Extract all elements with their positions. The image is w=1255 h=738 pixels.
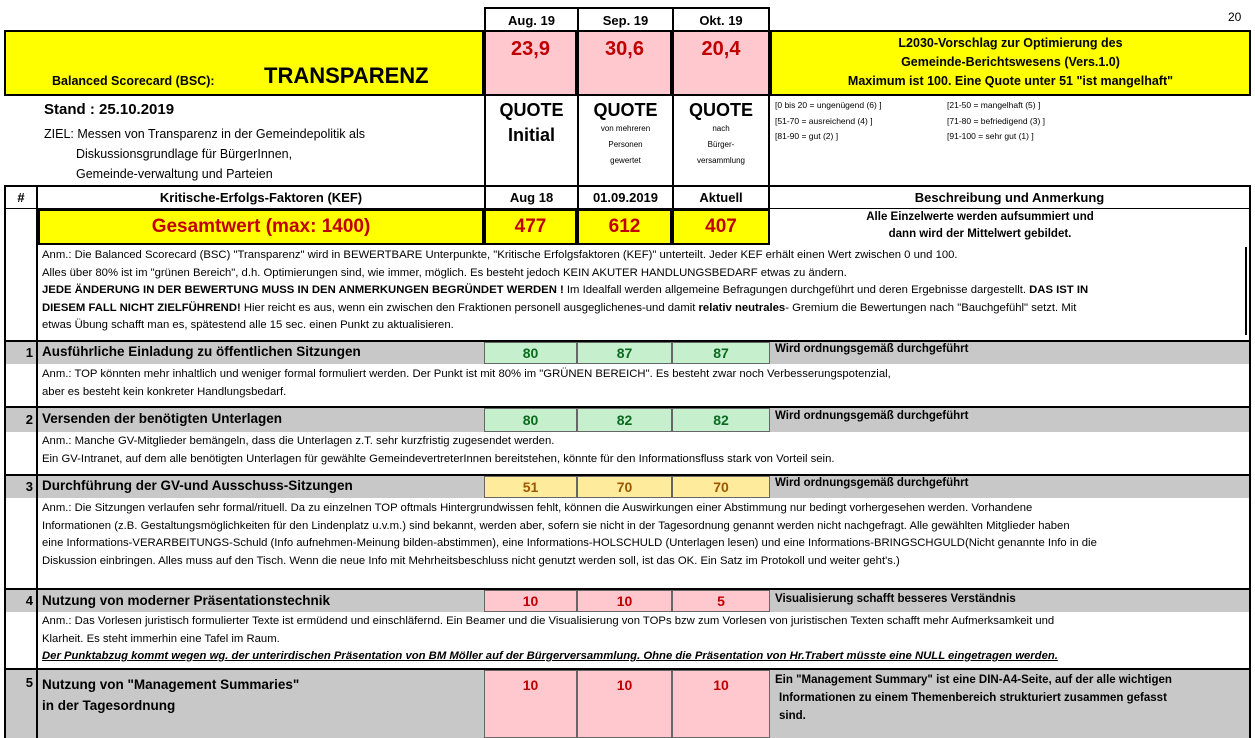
total-desc <box>770 209 1251 245</box>
item-desc: Visualisierung schafft besseres Verständnis <box>775 593 1016 605</box>
note-num-cell <box>4 432 38 474</box>
goal-line: Diskussionsgrundlage für BürgerInnen, <box>76 147 293 161</box>
bsc-label: Balanced Scorecard (BSC): <box>52 74 215 88</box>
quote-title: QUOTE <box>499 100 564 120</box>
legend-item: [0 bis 20 = ungenügend (6) ] <box>775 100 882 110</box>
bsc-title: TRANSPARENZ <box>264 63 429 88</box>
proposal-box <box>770 30 1251 96</box>
note-line: Klarheit. Es steht immerhin eine Tafel im Raum. <box>42 632 280 645</box>
item-title: Durchführung der GV-und Ausschuss-Sitzungen <box>42 478 353 493</box>
page-number: 20 <box>1228 10 1242 24</box>
month-aug: Aug. 19 <box>484 7 577 31</box>
note-line: Diskussion einbringen. Alles muss auf den Tisch. Wenn die neue Info mit Mehrheitsbeschluss nicht genutzt werden soll, ist das OK. Ein Satz im Protokoll und weiter geht's.) <box>42 554 900 567</box>
intro-line: etwas Übung schafft man es, spätestend alle 15 sec. einen Punkt zu aktualisieren. <box>42 319 454 331</box>
quote-versammlung <box>672 96 770 185</box>
legend-item: [21-50 = mangelhaft (5) ] <box>947 100 1041 110</box>
legend-item: [81-90 = gut (2) ] <box>775 131 839 141</box>
intro-line: Anm.: Die Balanced Scorecard (BSC) "Transparenz" wird in BEWERTBARE Unterpunkte, "Kritische Erfolgsfaktoren (KEF)" unterteilt. Jeder KEF erhält einen Wert zwischen 0 und 100. <box>42 249 958 261</box>
intro-line: Alles über 80% ist im "grünen Bereich", d.h. Optimierungen sind, wie immer, möglich. Es besteht jedoch KEIN AKUTER HANDLUNGSBEDARF etwas zu ändern. <box>42 266 847 279</box>
value-sep: 10 <box>577 590 672 612</box>
item-number: 5 <box>4 670 38 738</box>
note-line: Informationen (z.B. Gestaltungsmöglichkeiten für den Lindenplatz u.v.m.) sind bekannt, werden aber, sofern sie nicht in der Tagesordnung genannt werden nicht nachgefragt. Alle gewählten Mitglieder haben <box>42 519 1070 532</box>
item-title-line: in der Tagesordnung <box>42 698 176 713</box>
quote-title: QUOTE <box>593 100 658 120</box>
item-note <box>42 366 1247 401</box>
quote-sub: nach <box>712 124 730 133</box>
total-sep: 612 <box>577 209 672 245</box>
note-line: Anm.: Das Vorlesen juristisch formulierter Texte ist ermüdend und einschläfernd. Ein Beamer und die Visualisierung von TOPs bzw zum Vorlesen von juristischen Texten schafft mehr Aufmerksamkeit und <box>42 615 1055 627</box>
total-desc-line: Alle Einzelwerte werden aufsummiert und <box>866 211 1094 223</box>
total-aug: 477 <box>484 209 577 245</box>
goal-line: ZIEL: Messen von Transparenz in der Gemeindepolitik als <box>44 127 365 141</box>
legend-item: [91-100 = sehr gut (1) ] <box>947 131 1034 141</box>
col-aktuell: Aktuell <box>672 186 770 208</box>
item-title: Ausführliche Einladung zu öffentlichen Sitzungen <box>42 344 361 359</box>
note-line: Anm.: Manche GV-Mitglieder bemängeln, dass die Unterlagen z.T. sehr kurzfristig zugesendet werden. <box>42 435 555 447</box>
value-aug: 80 <box>484 342 577 364</box>
score-sep: 30,6 <box>577 30 672 96</box>
item-title: Versenden der benötigten Unterlagen <box>42 411 283 426</box>
item-desc-line: sind. <box>779 710 806 722</box>
note-line: Ein GV-Intranet, auf dem alle benötigten Unterlagen für gewählte GemeindevertreterInnen bereitstehen, könnte für den Informationsfluss stark von Vorteil sein. <box>42 452 835 465</box>
value-okt: 82 <box>672 408 770 432</box>
item-desc-line: Ein "Management Summary" ist eine DIN-A4-Seite, auf der alle wichtigen <box>775 674 1172 686</box>
value-okt: 10 <box>672 670 770 738</box>
value-sep: 70 <box>577 476 672 498</box>
item-desc: Wird ordnungsgemäß durchgeführt <box>775 343 969 355</box>
value-sep: 87 <box>577 342 672 364</box>
value-aug: 80 <box>484 408 577 432</box>
proposal-line2: Gemeinde-Berichtswesens (Vers.1.0) <box>901 55 1120 69</box>
item-title: Nutzung von moderner Präsentationstechnik <box>42 593 331 608</box>
value-sep: 82 <box>577 408 672 432</box>
col-desc: Beschreibung und Anmerkung <box>770 186 1251 208</box>
month-okt: Okt. 19 <box>672 7 770 31</box>
col-num: # <box>4 186 38 208</box>
value-aug: 51 <box>484 476 577 498</box>
note-num-cell <box>4 498 38 588</box>
total-label: Gesamtwert (max: 1400) <box>38 209 484 245</box>
quote-sub: von mehreren <box>600 124 651 133</box>
note-line: eine Informations-VERARBEITUNGS-Schuld (Info aufnehmen-Meinung bilden-abstimmen), eine Informations-HOLSCHULD (Unterlagen lesen) und eine Informations-BRINGSCHGULD(Nicht genannte Info in die <box>42 537 1097 549</box>
goal-text <box>44 124 365 184</box>
intro-num-cell <box>4 245 38 340</box>
legend-item: [71-80 = befriedigend (3) ] <box>947 115 1046 126</box>
item-number: 3 <box>4 476 38 498</box>
item-note <box>42 613 1247 666</box>
month-sep: Sep. 19 <box>577 7 672 31</box>
note-line: Anm.: TOP könnten mehr inhaltlich und weniger formal formuliert werden. Der Punkt ist mit 80% im "GRÜNEN BEREICH". Es besteht zwar noch Verbesserungspotenzial, <box>42 368 891 380</box>
legend-right <box>947 98 1117 145</box>
legend-left <box>775 98 945 145</box>
col-kef: Kritische-Erfolgs-Faktoren (KEF) <box>159 189 363 205</box>
bsc-header <box>4 30 484 96</box>
score-aug: 23,9 <box>484 30 577 96</box>
item-number: 4 <box>4 590 38 612</box>
note-num-cell <box>4 364 38 406</box>
value-okt: 70 <box>672 476 770 498</box>
item-desc <box>775 671 1172 725</box>
item-desc: Wird ordnungsgemäß durchgeführt <box>775 477 969 489</box>
quote-sub: Bürger- <box>707 140 735 149</box>
quote-sub: Initial <box>507 125 555 145</box>
item-number: 2 <box>4 408 38 432</box>
stand-date: Stand : 25.10.2019 <box>44 101 175 118</box>
proposal-line1: L2030-Vorschlag zur Optimierung des <box>898 36 1123 50</box>
item-note <box>42 433 1247 468</box>
intro-note <box>42 247 1247 335</box>
quote-sub: gewertet <box>610 156 641 165</box>
item-number: 1 <box>4 342 38 364</box>
goal-line: Gemeinde-verwaltung und Parteien <box>76 167 273 181</box>
intro-line: DIESEM FALL NICHT ZIELFÜHREND! Hier reicht es aus, wenn ein zwischen den Fraktionen personell ausgeglichenes-und damit relativ neutrales- Gremium die Bewertungen nach "Bauchgefühl" setzt. Mit <box>42 301 1077 314</box>
value-okt: 5 <box>672 590 770 612</box>
item-note <box>42 500 1247 570</box>
item-title <box>42 674 299 716</box>
value-okt: 87 <box>672 342 770 364</box>
item-desc-line: Informationen zu einem Themenbereich strukturiert zusammen gefasst <box>779 692 1167 704</box>
quote-title: QUOTE <box>688 100 753 120</box>
total-num-cell <box>4 209 38 245</box>
note-line: aber es besteht kein konkreter Handlungsbedarf. <box>42 385 287 398</box>
note-num-cell <box>4 612 38 668</box>
value-aug: 10 <box>484 590 577 612</box>
quote-sub: versammlung <box>696 156 745 165</box>
total-okt: 407 <box>672 209 770 245</box>
value-sep: 10 <box>577 670 672 738</box>
value-aug: 10 <box>484 670 577 738</box>
total-desc-line: dann wird der Mittelwert gebildet. <box>888 228 1072 240</box>
quote-personen <box>577 96 672 185</box>
score-okt: 20,4 <box>672 30 770 96</box>
note-emphasis: Der Punktabzug kommt wegen wg. der unterirdischen Präsentation von BM Möller auf der Bürgerversammlung. Ohne die Präsentation von Hr.Trabert müsste eine NULL eingetragen werden. <box>42 650 1058 662</box>
item-desc: Wird ordnungsgemäß durchgeführt <box>775 410 969 422</box>
intro-line: JEDE ÄNDERUNG IN DER BEWERTUNG MUSS IN DEN ANMERKUNGEN BEGRÜNDET WERDEN ! Im Idealfall werden allgemeine Befragungen durchgeführt und deren Ergebnisse dargestellt. DAS IST IN <box>42 284 1089 296</box>
quote-sub: Personen <box>608 140 643 149</box>
quote-initial <box>484 96 577 185</box>
col-sep: 01.09.2019 <box>577 186 672 208</box>
proposal-line3: Maximum ist 100. Eine Quote unter 51 "ist mangelhaft" <box>847 74 1174 88</box>
col-aug18: Aug 18 <box>484 186 577 208</box>
legend-item: [51-70 = ausreichend (4) ] <box>775 115 873 126</box>
note-line: Anm.: Die Sitzungen verlaufen sehr formal/rituell. Da zu einzelnen TOP oftmals Hintergrundwissen fehlt, können die Auswirkungen einer Abstimmung nur bedingt vorhergesehen werden. Vorhandene <box>42 502 1033 514</box>
item-title-line: Nutzung von "Management Summaries" <box>42 677 300 692</box>
